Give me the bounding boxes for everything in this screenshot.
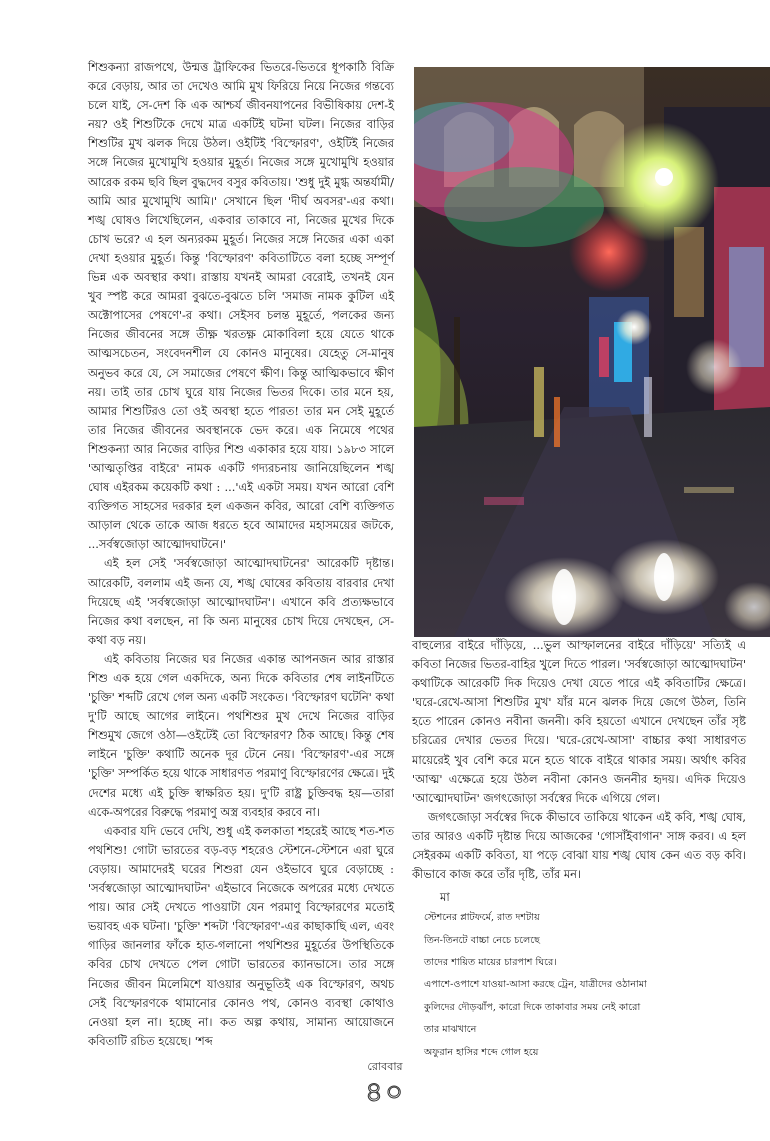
page-footer [0,1058,770,1107]
paragraph: এই কবিতায় নিজের ঘর নিজের একান্ত আপনজন আর রাস্তার শিশু এক হয়ে গেল একদিকে, অন্য দিকে কবিতার শেষ লাইনটিতে 'চুক্তি' শব্দটি রেখে গেল অন্য একটি সংকেত। 'বিস্ফোরণ ঘটেনি' কথা দু'টি আছে আগের লাইনে। পথশিশুর মুখ দেখে নিজের বাড়ির শিশুমুখ জেগে ওঠা—ওইটেই তো বিস্ফোরণ? ঠিক আছে। কিন্তু শেষ লাইনে 'চুক্তি' কথাটি অনেক দূর টেনে নেয়। 'বিস্ফোরণ'-এর সঙ্গে 'চুক্তি' সম্পর্কিত হয়ে থাকে সাধারণত পরমাণু বিস্ফোরণের ক্ষেত্রে। দুই দেশের মধ্যে এই চুক্তি স্বাক্ষরিত হয়। দু'টি রাষ্ট্র চুক্তিবদ্ধ হয়—তারা একে-অপরের বিরুদ্ধে পরমাণু অস্ত্র ব্যবহার করবে না। [88,651,395,819]
paragraph: জগৎজোড়া সর্বস্বের দিকে কীভাবে তাকিয়ে থাকেন এই কবি, শঙ্খ ঘোষ, তার আরও একটি দৃষ্টান্ত দিয়ে আজকের 'গোসাঁইবাগান' সাঙ্গ করব। এ হল সেইরকম একটি কবিতা, যা পড়ে বোঝা যায় শঙ্খ ঘোষ কেন এত বড় কবি। কীভাবে কাজ করে তাঁর দৃষ্টি, তাঁর মন। [412,809,746,882]
right-column-text [412,636,746,884]
paragraph: এই হল সেই 'সর্বস্বজোড়া আত্মোদঘাটনের' আরেকটি দৃষ্টান্ত। আরেকটি, বললাম এই জন্য যে, শঙ্খ ঘোষের কবিতায় বারবার দেখা দিয়েছে এই 'সর্বস্বজোড়া আত্মোদঘাটন'। এখানে কবি প্রত্যক্ষভাবে নিজের কথা বলছেন, না কি অন্য মানুষের চোখ দিয়ে দেখছেন, সে-কথা বড় নয়। [88,556,394,647]
poem-line: তার মাঝখানে [424,1024,477,1036]
poem-lines [412,907,746,1064]
paragraph: শিশুকন্যা রাজপথে, উন্মত্ত ট্রাফিকের ভিতরে-ভিতরে ধূপকাঠি বিক্রি করে বেড়ায়, আর তা দেখেও আমি মুখ ফিরিয়ে নিয়ে নিজের গন্তব্যে চলে যাই, সে-দেশ কি এক আশ্চর্য জীবনযাপনের বিভীষিকায় দেশ-ই নয়? ওই শিশুটিকে দেখে মাত্র একটিই ঘটনা ঘটল। নিজের বাড়ির শিশুটির মুখ ঝলক দিয়ে উঠল। ওইটিই 'বিস্ফোরণ', ওইটিই নিজের সঙ্গে নিজের মুখোমুখি হওয়ার মুহূর্ত। নিজের সঙ্গে মুখোমুখি হওয়ার আরেক রকম ছবি ছিল বুদ্ধদেব বসুর কবিতায়। 'শুধু দুই মুগ্ধ অন্তর্যামী/আমি আর মুখোমুখি আমি।' সেখানে ছিল 'দীর্ঘ অবসর'-এর কথা। শঙ্খ ঘোষও লিখেছিলেন, একবার তাকাবে না, নিজের মুখের দিকে চোখ ভরে? এ হল অন্যরকম মুহূর্ত। নিজের সঙ্গে নিজের একা একা দেখা হওয়ার মুহূর্ত। কিন্তু 'বিস্ফোরণ' কবিতাটিতে বলা হচ্ছে সম্পূর্ণ ভিন্ন এক অবস্থার কথা। রাস্তায় যখনই আমরা বেরোই, তখনই যেন খুব স্পষ্ট করে আমরা বুঝতে-বুঝতে চলি 'সমাজ নামক কুটিল এই অক্টোপাসের পেষণে'-র কথা। সেইসব চলন্ত মুহূর্তে, পলকের জন্য নিজের জীবনের সঙ্গে তীক্ষ্ণ খরতক্ষ্ণ মোকাবিলা হয়ে যেতে থাকে আত্মসচেতন, সংবেদনশীল যে কোনও মানুষের। যেহেতু সে-মানুষ অনুভব করে যে, সে সমাজের পেষণে ক্ষীণ। কিন্তু আত্মিকভাবে ক্ষীণ নয়। তাই তার চোখ ঘুরে যায় নিজের ভিতর দিকে। তার মনে হয়, আমার শিশুটিরও তো ওই অবস্থা হতে পারত! তার মন সেই মুহূর্তে তার নিজের জীবনের অবস্থানকে ভেদ করে। এক নিমেষে পথের শিশুকন্যা আর নিজের বাড়ির শিশু একাকার হয়ে যায়। ১৯৮৩ সালে 'আত্মতৃপ্তির বাইরে' নামক একটি গদ্যরচনায় জানিয়েছিলেন শঙ্খ ঘোষ এইরকম কয়েকটি কথা : ...'এই একটা সময়। যখন আরো বেশি ব্যক্তিগত সাহসের দরকার হল একজন কবির, আরো বেশি ব্যক্তিগত আড়াল থেকে তাকে আজ ধরতে হবে আমাদের মহাসময়ের জটকে, ...সর্বস্বজোড়া আত্মোদঘাটনে।' [88,60,394,552]
poem-title: মা [440,890,450,905]
poem-line: অফুরান হাসির শব্দে গোল হয়ে [424,1046,539,1058]
left-column [88,58,394,1051]
street-night-painting-image [414,67,770,637]
poem-line: এপাশে-ওপাশে যাওয়া-আসা করছে ট্রেন, যাত্রীদের ওঠানামা [424,979,647,991]
poem-line: স্টেশনের প্লাটফর্মে, রাত দশটায় [424,912,540,924]
paragraph: একবার যদি ভেবে দেখি, শুধু এই কলকাতা শহরেই আছে শত-শত পথশিশু! গোটা ভারতের বড়-বড় শহরেও স্টেশনে-স্টেশনে এরা ঘুরে বেড়ায়। আমাদেরই ঘরের শিশুরা যেন ওইভাবে ঘুরে বেড়াচ্ছে : 'সর্বস্বজোড়া আত্মোদঘাটন' এইভাবে নিজেকে অপরের মধ্যে দেখতে পায়। আর সেই দেখতে পাওয়াটা যেন পরমাণু বিস্ফোরণের মতোই ভয়াবহ এক ঘটনা। 'চুক্তি' শব্দটা 'বিস্ফোরণ'-এর কাছাকাছি এল, এবং গাড়ির জানলার ফাঁকে হাত-গলানো পথশিশুর মুহূর্তের উপস্থিতিকে কবির চোখ দেখতে পেল গোটা ভারতের ক্যানভাসে। তার সঙ্গে নিজের জীবন মিলেমিশে যাওয়ার অনুভূতিই এক বিস্ফোরণ, অথচ সেই বিস্ফোরণকে থামানোর কোনও পথ, কোনও ব্যবস্থা কোথাও নেওয়া হল না। হচ্ছে না। কত অল্প কথায়, সামান্য আয়োজনে কবিতাটি রচিত হয়েছে। 'শব্দ [88,823,394,1048]
page-number: ৪০ [364,1075,406,1108]
magazine-name: রোববার [367,1060,403,1073]
poem-line: তিন-তিনটে বাচ্চা নেচে চলেছে [424,934,540,946]
poem-line: কুলিদের দৌড়ঝাঁপ, কারো দিকে তাকাবার সময় নেই কারো [424,1001,641,1013]
poem [412,888,746,1064]
poem-line: তাদের শায়িত মায়ের চারপাশ ঘিরে। [424,957,557,969]
right-column [412,636,746,1064]
paragraph: বাহুল্যের বাইরে দাঁড়িয়ে, ...ভুল আস্ফালনের বাইরে দাঁড়িয়ে' সত্যিই এ কবিতা নিজের ভিতর-বাহির খুলে দিতে পারল। 'সর্বস্বজোড়া আত্মোদঘাটন' কথাটিকে আরেকটি দিক দিয়েও দেখা যেতে পারে এই কবিতাটির ক্ষেত্রে। 'ঘরে-রেখে-আসা শিশুটির মুখ' যাঁর মনে ঝলক দিয়ে জেগে উঠল, তিনি হতে পারেন কোনও নবীনা জননী। কবি হয়তো এখানে দেখছেন তাঁর সৃষ্ট চরিত্রের দেখার ভেতর দিয়ে। 'ঘরে-রেখে-আসা' বাচ্চার কথা সাধারণত মায়েরেই খুব বেশি করে মনে হতে থাকে বাইরে থাকার সময়। অর্থাৎ কবির 'আত্ম' এক্ষেত্রে হয়ে উঠল নবীনা কোনও জননীর হৃদয়। এদিক দিয়েও 'আত্মোদঘাটন' জগৎজোড়া সর্বস্বের দিকে এগিয়ে গেল। [412,638,746,805]
